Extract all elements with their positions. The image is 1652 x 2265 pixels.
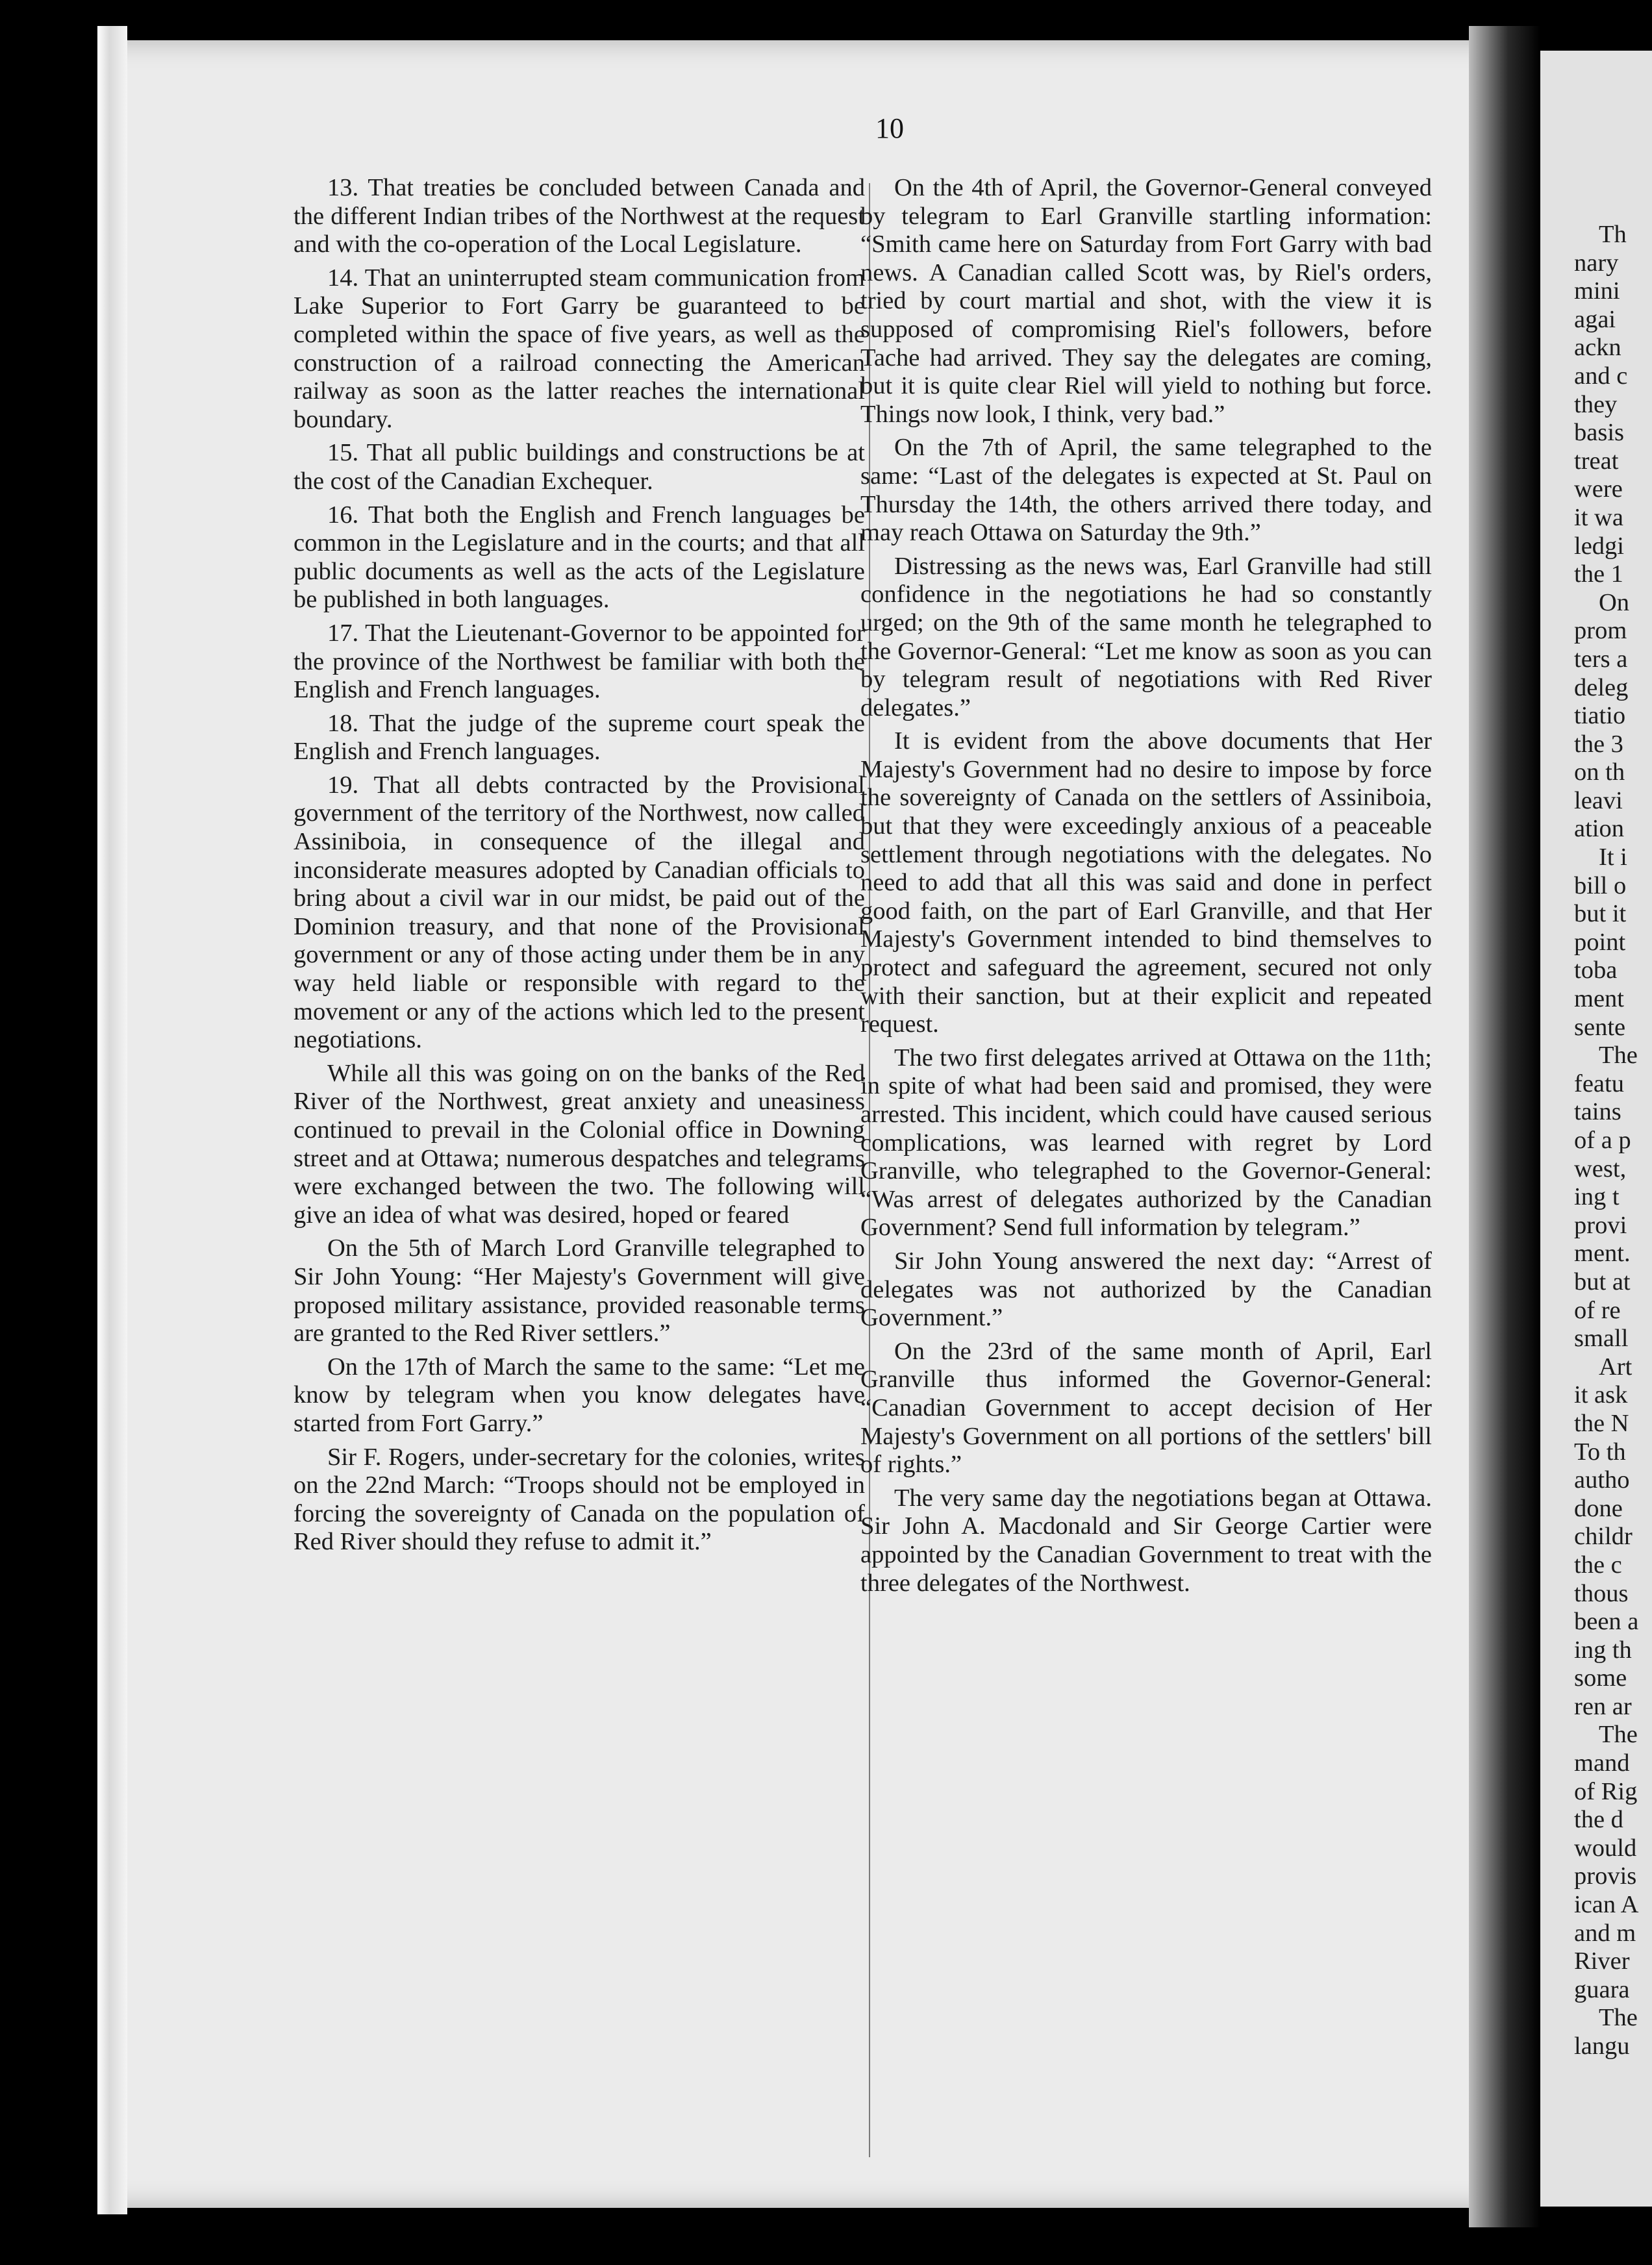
next-page-fragment: on th xyxy=(1574,758,1625,786)
next-page-fragment: mini xyxy=(1574,277,1620,305)
next-page-fragment: mand xyxy=(1574,1749,1630,1777)
paragraph-article-13: 13. That treaties be concluded between Canada and the different Indian tribes of the Northwest at the request and with the co-operation of the Local Legislature. xyxy=(294,174,865,258)
next-page-fragment: but it xyxy=(1574,900,1627,928)
next-page-fragment: point xyxy=(1574,928,1626,956)
next-page-fragment: ing t xyxy=(1574,1183,1620,1211)
next-page-fragment: To th xyxy=(1574,1438,1626,1466)
page-edge xyxy=(97,26,127,2214)
next-page-fragment: Art xyxy=(1599,1353,1633,1381)
next-page-fragment: ment xyxy=(1574,985,1624,1013)
next-page-fragment: and m xyxy=(1574,1919,1636,1947)
next-page-fragment: It i xyxy=(1599,844,1627,871)
paragraph-april-7: On the 7th of April, the same telegraphed to the same: “Last of the delegates is expected at St. Paul on Thursday the 14th, the others arrived there today, and may reach Ottawa on Saturday the 9th.” xyxy=(860,434,1432,547)
paragraph-april-23: On the 23rd of the same month of April, Earl Granville thus informed the Governor-General: “Canadian Government to accept decision of Her Majesty's Government on all portions of the settlers' bill of rights.” xyxy=(860,1337,1432,1479)
next-page-fragment: basis xyxy=(1574,419,1624,447)
paragraph-negotiations-began: The very same day the negotiations began at Ottawa. Sir John A. Macdonald and Sir George Cartier were appointed by the Canadian Government to treat with the three delegates of the Northwest. xyxy=(860,1484,1432,1597)
next-page-fragment: some xyxy=(1574,1664,1627,1692)
paragraph-article-14: 14. That an uninterrupted steam communication from Lake Superior to Fort Garry be guaranteed to be completed within the space of five years, as well as the construction of a railroad connecting the American railway as soon as the latter reaches the international boundary. xyxy=(294,264,865,433)
next-page-fragment: the N xyxy=(1574,1409,1629,1437)
next-page-fragment: ren ar xyxy=(1574,1692,1632,1720)
next-page-fragment: sente xyxy=(1574,1013,1626,1041)
next-page-fragment: ters a xyxy=(1574,645,1628,673)
next-page-fragment: ing th xyxy=(1574,1636,1632,1664)
next-page-fragment: The xyxy=(1599,1721,1638,1749)
paragraph-march-17: On the 17th of March the same to the same: “Let me know by telegram when you know delegates have started from Fort Garry.” xyxy=(294,1353,865,1437)
paragraph-article-16: 16. That both the English and French languages be common in the Legislature and in the courts; and that all public documents as well as the acts of the Legislature be published in both languages. xyxy=(294,501,865,614)
next-page-fragment: langu xyxy=(1574,2033,1630,2060)
next-page-fragment: the c xyxy=(1574,1551,1622,1579)
next-page-fragment: deleg xyxy=(1574,673,1629,701)
next-page-fragment: of Rig xyxy=(1574,1777,1638,1805)
next-page-fragment: ledgi xyxy=(1574,532,1624,560)
next-page-fragment: provis xyxy=(1574,1862,1637,1890)
paragraph-march-5: On the 5th of March Lord Granville telegraphed to Sir John Young: “Her Majesty's Government will give proposed military assistance, provided reasonable terms are granted to the Red River settlers.” xyxy=(294,1234,865,1347)
paragraph-article-18: 18. That the judge of the supreme court speak the English and French languages. xyxy=(294,709,865,766)
next-page-fragment: tains xyxy=(1574,1098,1621,1126)
next-page-fragment: ation xyxy=(1574,815,1624,843)
next-page-edge xyxy=(1540,51,1652,2207)
next-page-fragment: thous xyxy=(1574,1579,1629,1607)
paragraph-colonial-office: While all this was going on on the banks of the Red River of the Northwest, great anxiety and uneasiness continued to prevail in the Colonial office in Downing street and at Ottawa; numerous despatches and telegrams were exchanged between the two. The following will give an idea of what was desired, hoped or feared xyxy=(294,1059,865,1229)
next-page-fragment: they xyxy=(1574,390,1618,418)
next-page-fragment: were xyxy=(1574,475,1623,503)
next-page-fragment: On xyxy=(1599,588,1630,616)
paragraph-young-answer: Sir John Young answered the next day: “Arrest of delegates was not authorized by the Canadian Government.” xyxy=(860,1247,1432,1332)
paragraph-april-4: On the 4th of April, the Governor-General conveyed by telegram to Earl Granville startling information: “Smith came here on Saturday from Fort Garry with bad news. A Canadian called Scott was, by Riel's orders, tried by court martial and shot, with the view it is supposed of compromising Riel's followers, before Tache had arrived. They say the delegates are coming, but it is quite clear Riel will yield to nothing but force. Things now look, I think, very bad.” xyxy=(860,174,1432,428)
next-page-fragment: toba xyxy=(1574,957,1618,984)
left-column xyxy=(294,174,865,1562)
paragraph-april-9: Distressing as the news was, Earl Granville had still confidence in the negotiations he had so constantly urged; on the 9th of the same month he telegraphed to the Governor-General: “Let me know as soon as you can by telegram result of negotiations with Red River delegates.” xyxy=(860,552,1432,721)
next-page-fragment: ackn xyxy=(1574,334,1621,362)
next-page-fragment: leavi xyxy=(1574,786,1623,814)
next-page-fragment: the 3 xyxy=(1574,730,1623,758)
paragraph-evident: It is evident from the above documents that Her Majesty's Government had no desire to impose by force the sovereignty of Canada on the settlers of Assiniboia, but that they were exceedingly anxious of a peaceable settlement through negotiations with the delegates. No need to add that all this was said and done in perfect good faith, on the part of Earl Granville, and that Her Majesty's Government intended to bind themselves to protect and safeguard the agreement, secured not only with their sanction, but at their explicit and repeated request. xyxy=(860,727,1432,1038)
paragraph-arrest: The two first delegates arrived at Ottawa on the 11th; in spite of what had been said and promised, they were arrested. This incident, which could have caused serious complications, was learned with regret by Lord Granville, who telegraphed to the Governor-General: “Was arrest of delegates authorized by the Canadian Government? Send full information by telegram.” xyxy=(860,1044,1432,1242)
paragraph-article-19: 19. That all debts contracted by the Provisional government of the territory of the Northwest, now called Assiniboia, in consequence of the illegal and inconsiderate measures adopted by Canadian officials to bring about a civil war in our midst, be paid out of the Dominion treasury, and that none of the Provisional government or any of those acting under them be in any way held liable or responsible with regard to the movement or any of the actions which led to the present negotiations. xyxy=(294,771,865,1054)
next-page-fragment: done xyxy=(1574,1494,1623,1522)
right-column xyxy=(860,174,1432,1603)
next-page-fragment: treat xyxy=(1574,447,1619,475)
next-page-fragment: the 1 xyxy=(1574,560,1623,588)
next-page-fragment: ment. xyxy=(1574,1240,1631,1268)
paragraph-article-17: 17. That the Lieutenant-Governor to be appointed for the province of the Northwest be familiar with both the English and French languages. xyxy=(294,619,865,704)
next-page-fragment: River xyxy=(1574,1947,1630,1975)
next-page-fragment: guara xyxy=(1574,1975,1630,2003)
next-page-fragment: of a p xyxy=(1574,1127,1631,1154)
next-page-fragment: ican A xyxy=(1574,1891,1639,1919)
book-spine-shadow xyxy=(1469,26,1540,2227)
next-page-fragment: autho xyxy=(1574,1466,1630,1494)
next-page-fragment: the d xyxy=(1574,1806,1623,1834)
next-page-fragment: provi xyxy=(1574,1211,1627,1239)
next-page-fragment: but at xyxy=(1574,1268,1631,1295)
next-page-fragment: tiatio xyxy=(1574,702,1626,730)
paragraph-rogers: Sir F. Rogers, under-secretary for the colonies, writes on the 22nd March: “Troops should not be employed in forcing the sovereignty of Canada on the population of Red River should they refuse to admit it.” xyxy=(294,1443,865,1556)
paragraph-article-15: 15. That all public buildings and constructions be at the cost of the Canadian Exchequer. xyxy=(294,439,865,495)
next-page-fragment: small xyxy=(1574,1325,1629,1353)
next-page-fragment: west, xyxy=(1574,1155,1627,1183)
page-number: 10 xyxy=(875,112,904,144)
next-page-fragment: prom xyxy=(1574,617,1627,645)
next-page-text xyxy=(1574,221,1652,2061)
next-page-fragment: bill o xyxy=(1574,871,1627,899)
next-page-fragment: of re xyxy=(1574,1296,1621,1324)
next-page-fragment: featu xyxy=(1574,1070,1624,1097)
next-page-fragment: it wa xyxy=(1574,503,1623,531)
next-page-fragment: would xyxy=(1574,1834,1637,1862)
next-page-fragment: agai xyxy=(1574,305,1616,333)
next-page-fragment: nary xyxy=(1574,249,1619,277)
next-page-fragment: Th xyxy=(1599,221,1627,248)
next-page-fragment: childr xyxy=(1574,1523,1633,1551)
next-page-fragment: and c xyxy=(1574,362,1628,390)
next-page-fragment: The xyxy=(1599,1042,1638,1070)
next-page-fragment: been a xyxy=(1574,1608,1639,1636)
next-page-fragment: it ask xyxy=(1574,1381,1628,1409)
next-page-fragment: The xyxy=(1599,2004,1638,2032)
